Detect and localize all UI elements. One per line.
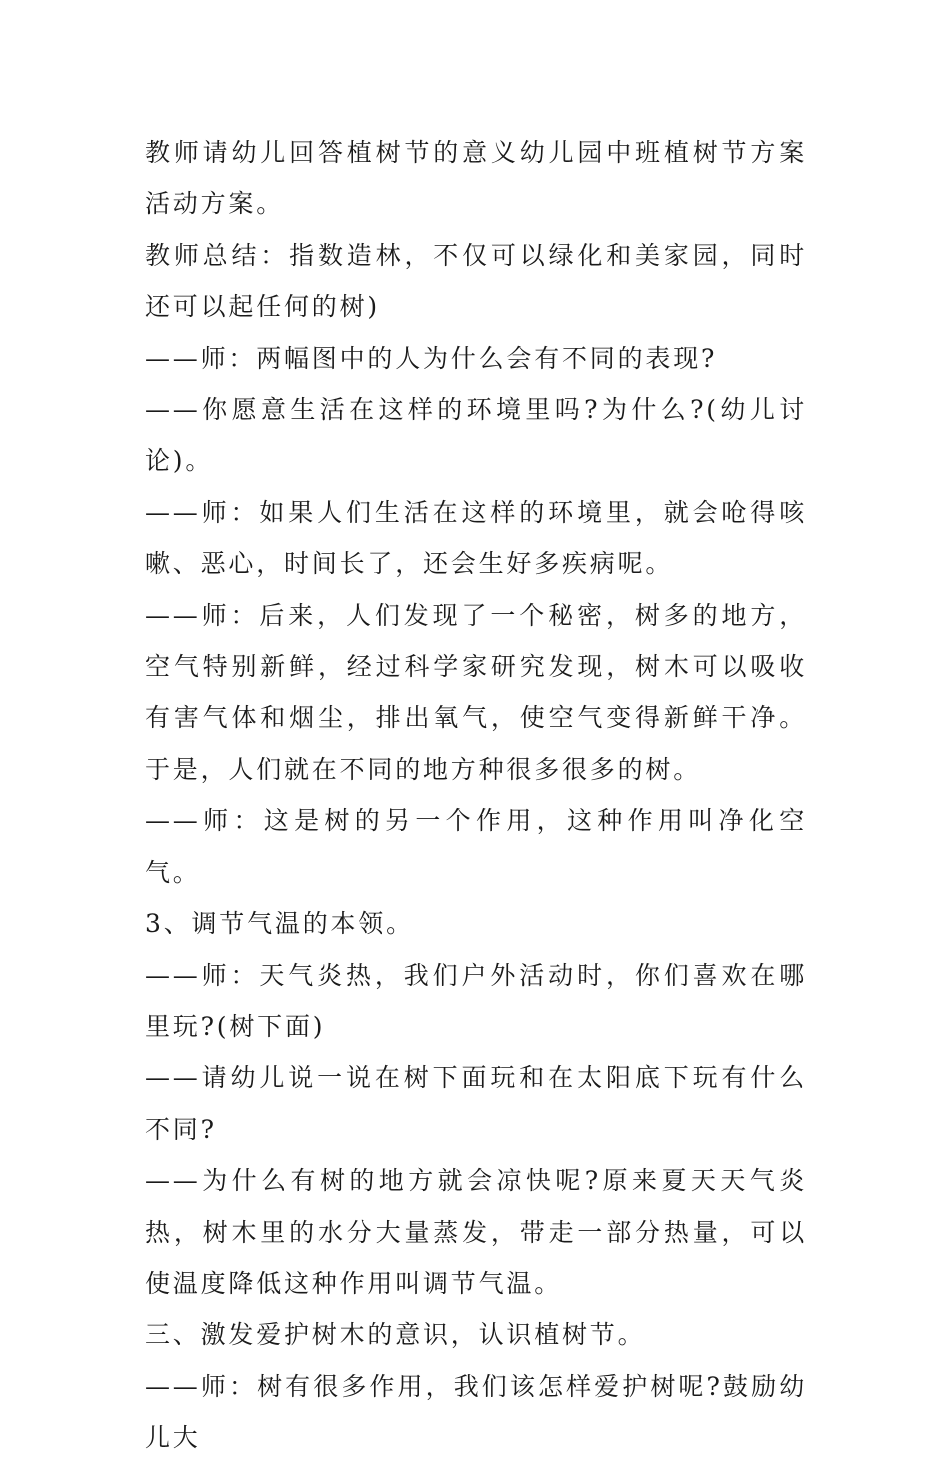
paragraph-5: ——师：如果人们生活在这样的环境里，就会呛得咳嗽、恶心，时间长了，还会生好多疾病呢。 <box>145 497 807 579</box>
section-heading-three: 三、激发爱护树木的意识，认识植树节。 <box>145 1320 646 1350</box>
paragraph-4: ——你愿意生活在这样的环境里吗?为什么?(幼儿讨论)。 <box>145 395 807 476</box>
paragraph-7: ——师：这是树的另一个作用，这种作用叫净化空气。 <box>145 806 807 887</box>
paragraph-3: ——师：两幅图中的人为什么会有不同的表现? <box>145 343 718 373</box>
document-body <box>145 127 807 1464</box>
paragraph-2: 教师总结：指数造林，不仅可以绿化和美家园，同时还可以起任何的树) <box>145 240 807 322</box>
section-heading-3: 3、调节气温的本领。 <box>145 909 414 939</box>
paragraph-9: ——师：天气炎热，我们户外活动时，你们喜欢在哪里玩?(树下面) <box>145 960 807 1041</box>
paragraph-11: ——为什么有树的地方就会凉快呢?原来夏天天气炎热，树木里的水分大量蒸发，带走一部分热量，可以使温度降低这种作用叫调节气温。 <box>145 1166 807 1298</box>
paragraph-13: ——师：树有很多作用，我们该怎样爱护树呢?鼓励幼儿大 <box>145 1371 807 1453</box>
paragraph-10: ——请幼儿说一说在树下面玩和在太阳底下玩有什么不同? <box>145 1063 807 1144</box>
paragraph-1: 教师请幼儿回答植树节的意义幼儿园中班植树节方案活动方案。 <box>145 138 807 219</box>
paragraph-6: ——师：后来，人们发现了一个秘密，树多的地方，空气特别新鲜，经过科学家研究发现，树木可以吸收有害气体和烟尘，排出氧气，使空气变得新鲜干净。于是，人们就在不同的地方种很多很多的树。 <box>145 600 807 784</box>
